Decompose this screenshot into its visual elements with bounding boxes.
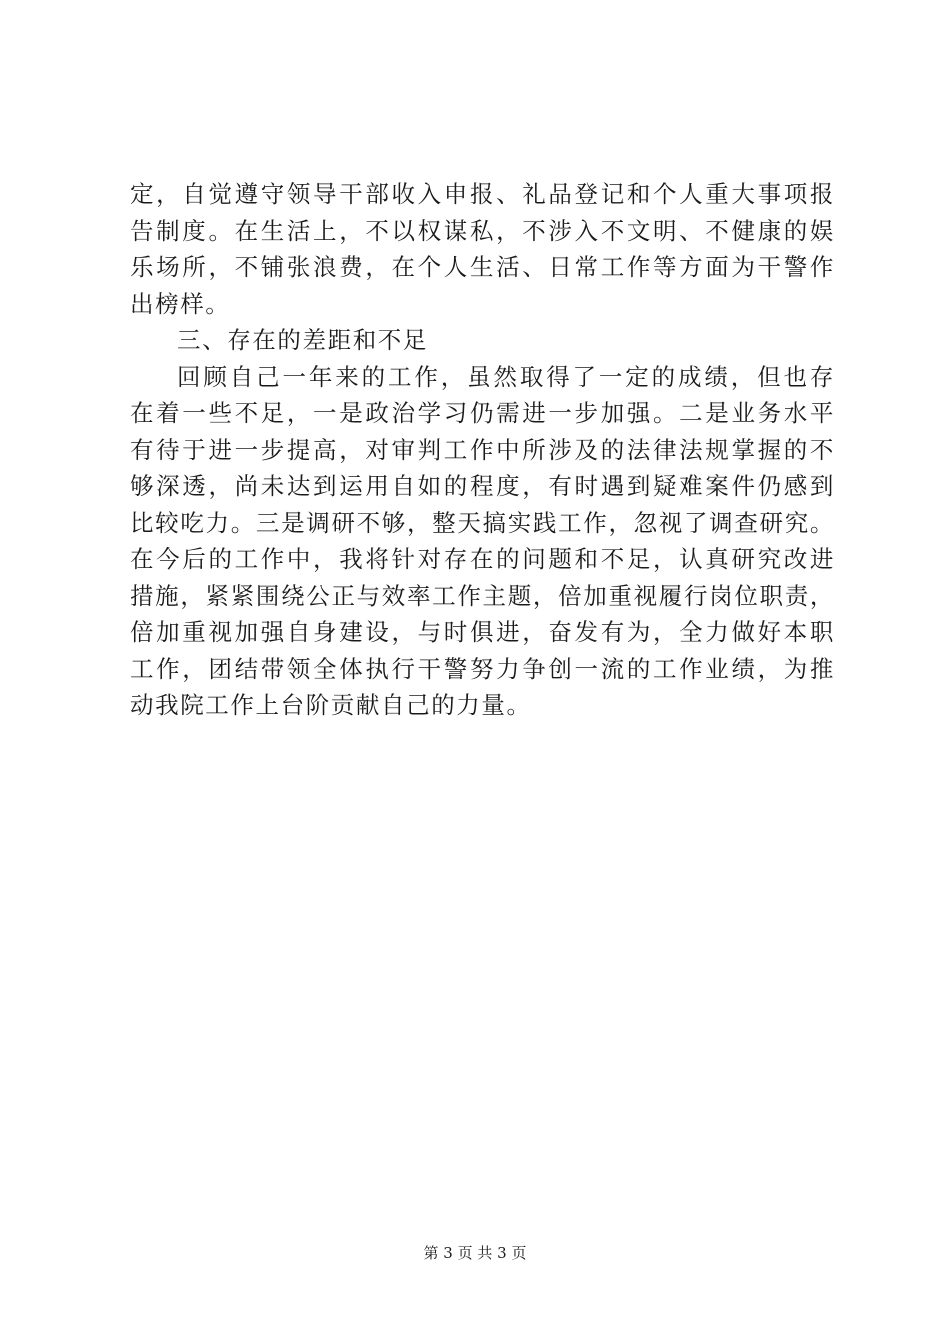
text-line: 动我院工作上台阶贡献自己的力量。 — [130, 691, 532, 719]
text-line: 措施，紧紧围绕公正与效率工作主题，倍加重视履行岗位职责， — [130, 581, 835, 610]
text-line: 在着一些不足，一是政治学习仍需进一步加强。二是业务水平 — [130, 399, 835, 427]
text-line: 乐场所，不铺张浪费，在个人生活、日常工作等方面为干警作 — [130, 253, 835, 281]
text-line: 倍加重视加强自身建设，与时俱进，奋发有为，全力做好本职 — [130, 618, 835, 646]
text-line: 够深透，尚未达到运用自如的程度，有时遇到疑难案件仍感到 — [130, 472, 835, 500]
text-line: 在今后的工作中，我将针对存在的问题和不足，认真研究改进 — [130, 545, 835, 573]
text-line: 工作，团结带领全体执行干警努力争创一流的工作业绩，为推 — [130, 654, 835, 683]
text-line: 出榜样。 — [130, 289, 231, 318]
text-line: 比较吃力。三是调研不够，整天搞实践工作，忽视了调查研究。 — [130, 508, 835, 537]
text-line: 告制度。在生活上，不以权谋私，不涉入不文明、不健康的娱 — [130, 216, 835, 245]
page-footer: 第 3 页 共 3 页 — [423, 1244, 527, 1262]
section-heading: 三、存在的差距和不足 — [177, 326, 428, 354]
text-line: 定，自觉遵守领导干部收入申报、礼品登记和个人重大事项报 — [130, 180, 835, 208]
body-text — [130, 176, 835, 724]
text-line: 回顾自己一年来的工作，虽然取得了一定的成绩，但也存 — [177, 362, 835, 391]
text-line: 有待于进一步提高，对审判工作中所涉及的法律法规掌握的不 — [130, 435, 835, 464]
